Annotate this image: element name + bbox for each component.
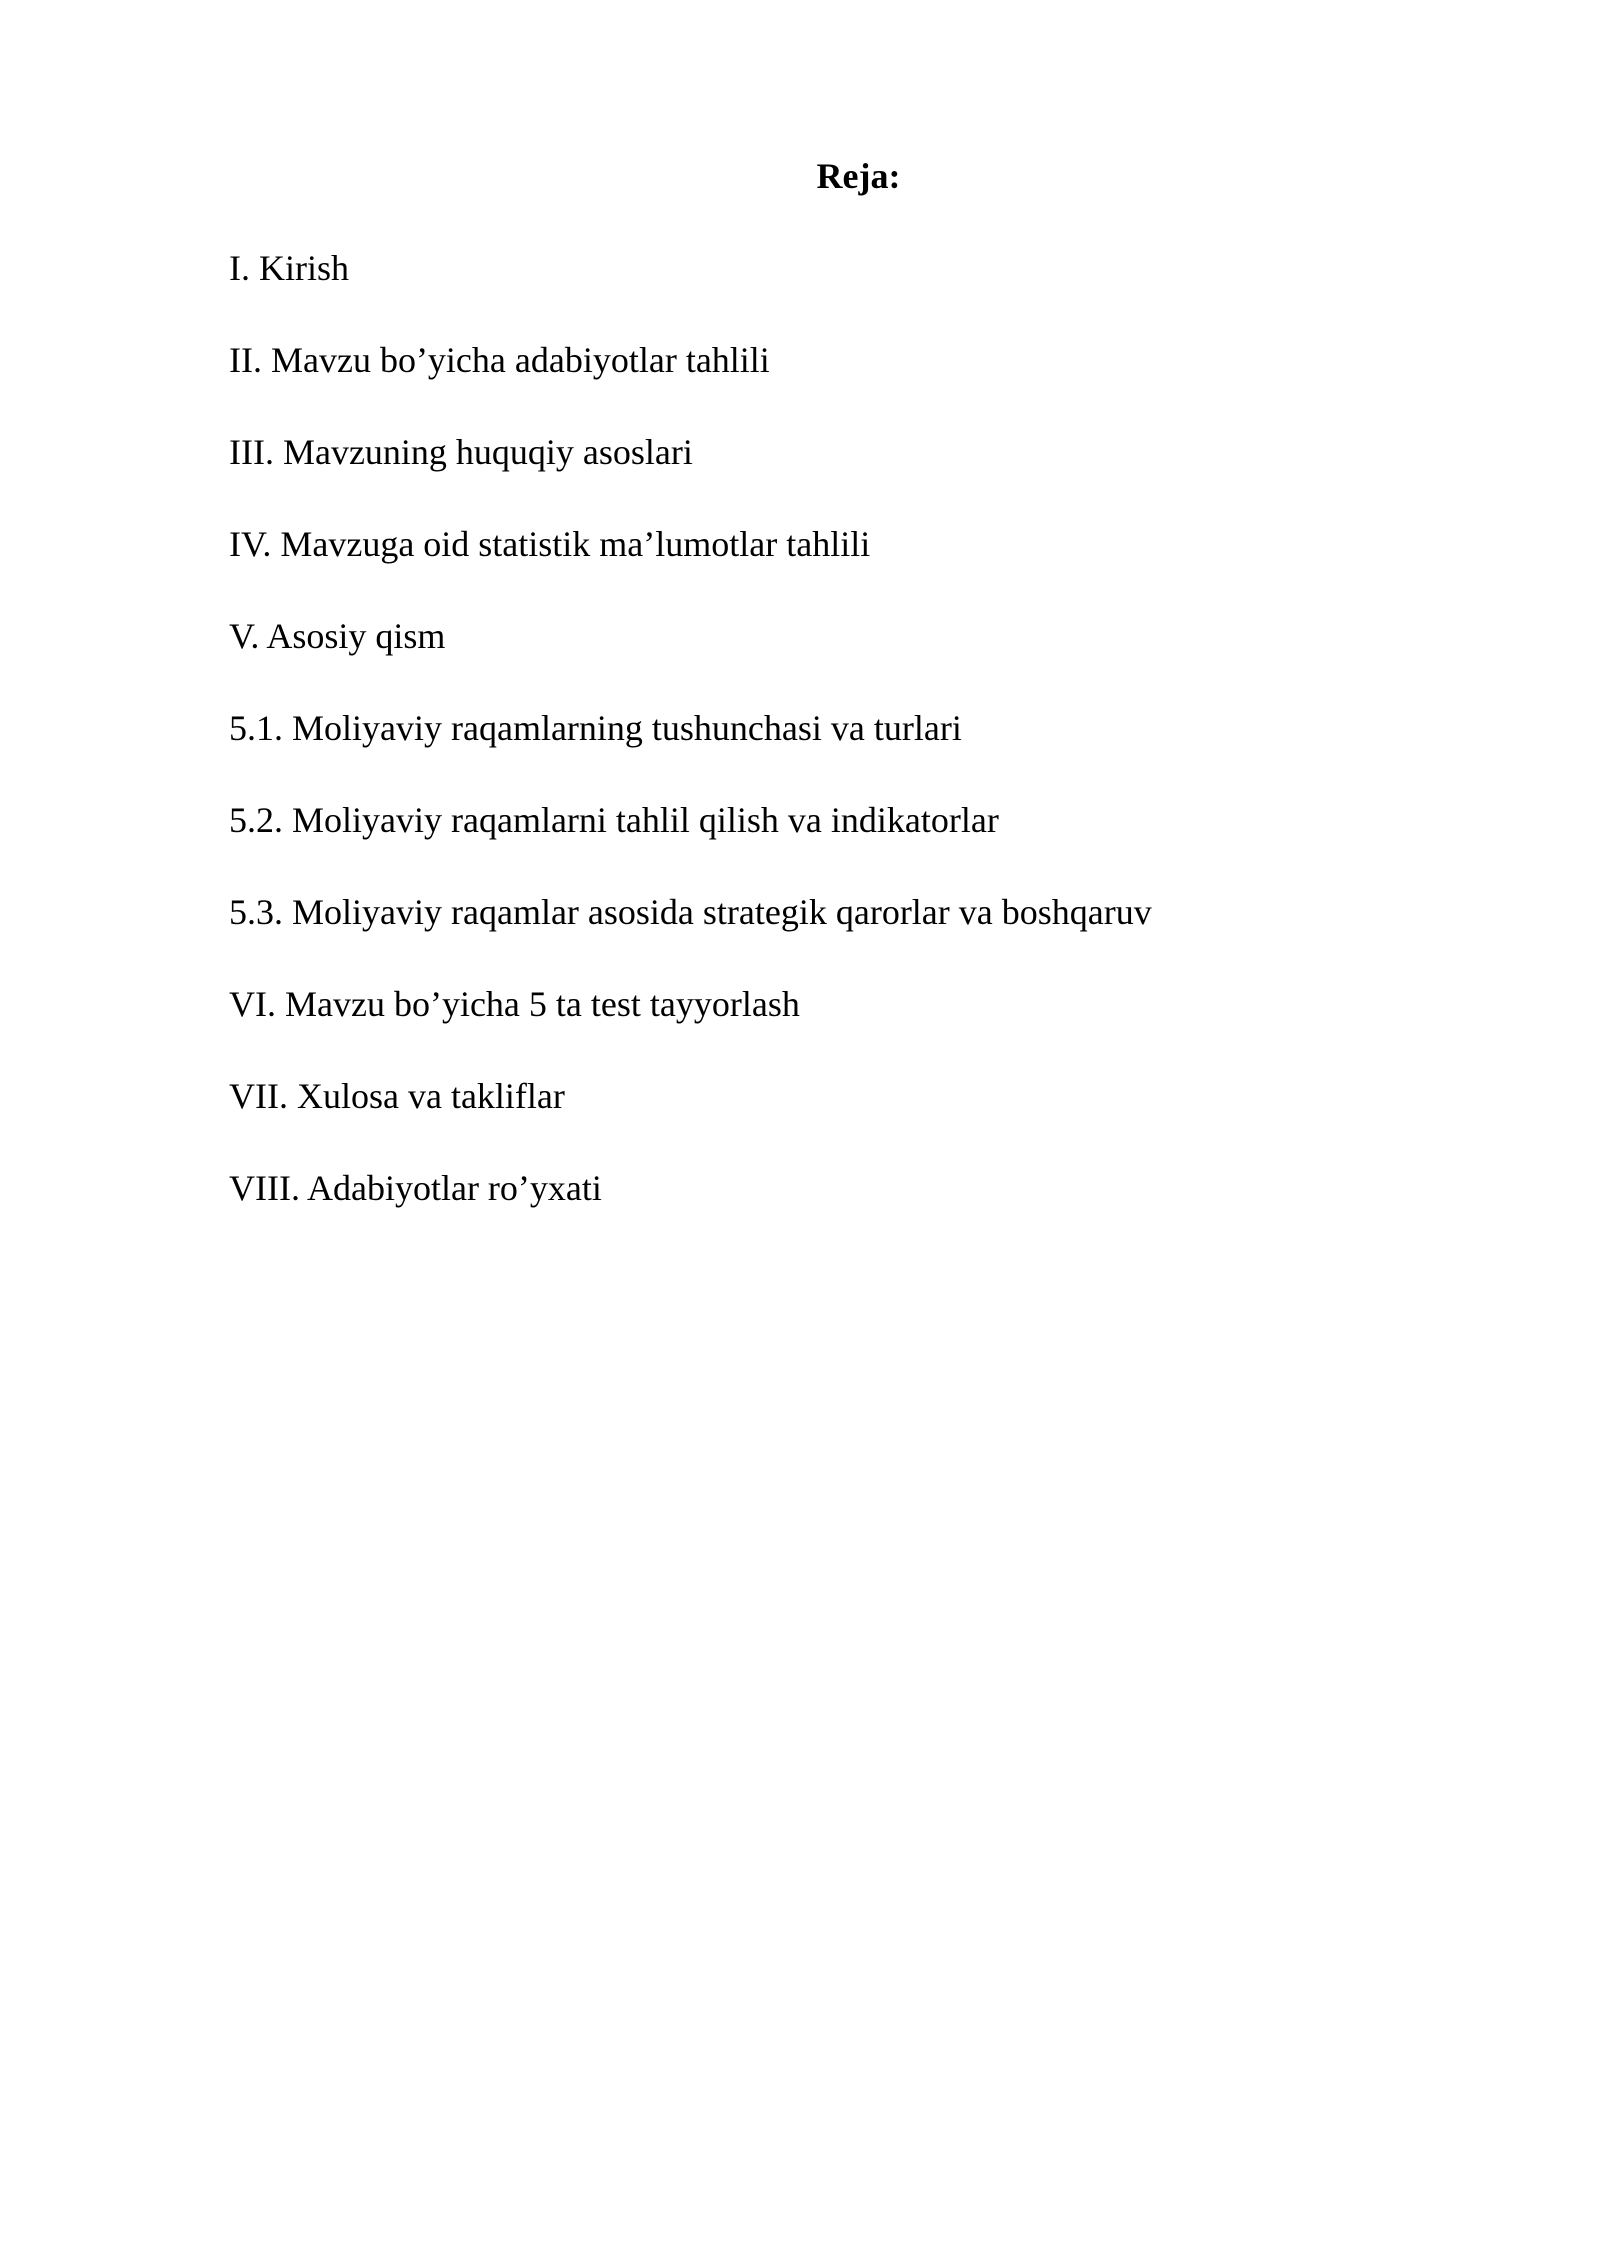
toc-item-5-3: 5.3. Moliyaviy raqamlar asosida strategik qarorlar va boshqaruv (229, 892, 1152, 932)
table-of-contents (229, 242, 1152, 1254)
toc-item-3: III. Mavzuning huquqiy asoslari (229, 432, 693, 472)
toc-item-7: VII. Xulosa va takliflar (229, 1076, 565, 1116)
toc-item-2: II. Mavzu bo’yicha adabiyotlar tahlili (229, 340, 770, 380)
toc-item-5-1: 5.1. Moliyaviy raqamlarning tushunchasi va turlari (229, 708, 962, 748)
toc-item-1: I. Kirish (229, 248, 349, 288)
toc-item-6: VI. Mavzu bo’yicha 5 ta test tayyorlash (229, 984, 800, 1024)
toc-item-5-2: 5.2. Moliyaviy raqamlarni tahlil qilish va indikatorlar (229, 800, 999, 840)
page-title: Reja: (816, 156, 901, 196)
toc-item-5: V. Asosiy qism (229, 616, 446, 656)
toc-item-8: VIII. Adabiyotlar ro’yxati (229, 1168, 602, 1208)
toc-item-4: IV. Mavzuga oid statistik ma’lumotlar tahlili (229, 524, 871, 564)
